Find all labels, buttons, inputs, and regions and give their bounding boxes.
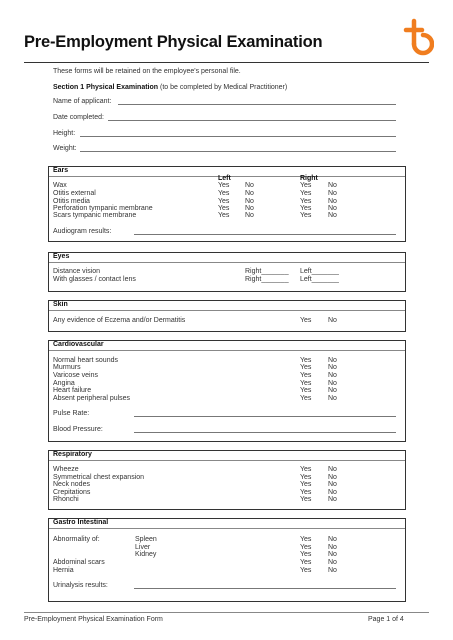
field-label: Name of applicant: [53, 98, 112, 105]
yes-option[interactable]: Yes [300, 536, 312, 543]
no-option[interactable]: No [328, 481, 337, 488]
yes-option[interactable]: Yes [218, 182, 230, 189]
section-divider [49, 310, 405, 311]
yes-option[interactable]: Yes [300, 317, 312, 324]
right-eye-field[interactable]: Right_______ [245, 276, 289, 283]
yes-option[interactable]: Yes [300, 190, 312, 197]
section-divider [49, 350, 405, 351]
audiogram-input-line[interactable] [134, 234, 396, 235]
yes-option[interactable]: Yes [300, 205, 312, 212]
footer-divider [24, 612, 429, 613]
yes-option[interactable]: Yes [300, 198, 312, 205]
section-heading: Cardiovascular [53, 341, 104, 348]
yes-option[interactable]: Yes [218, 190, 230, 197]
section-divider [49, 528, 405, 529]
list-item: Absent peripheral pulses [53, 395, 131, 402]
no-option[interactable]: No [328, 474, 337, 481]
height-input-line[interactable] [80, 136, 396, 137]
right-eye-field[interactable]: Right_______ [245, 268, 289, 275]
no-option[interactable]: No [245, 212, 254, 219]
abnormality-label: Abnormality of: [53, 536, 100, 543]
urinalysis-input-line[interactable] [134, 588, 396, 589]
page-title: Pre-Employment Physical Examination [24, 33, 323, 51]
section-heading: Gastro Intestinal [53, 519, 109, 526]
no-option[interactable]: No [245, 198, 254, 205]
weight-input-line[interactable] [80, 151, 396, 152]
left-eye-field[interactable]: Left_______ [300, 268, 339, 275]
list-item: Wax [53, 182, 67, 189]
list-item: Angina [53, 380, 75, 387]
yes-option[interactable]: Yes [300, 489, 312, 496]
brand-logo [400, 18, 434, 60]
list-item: Kidney [135, 551, 157, 558]
yes-option[interactable]: Yes [300, 496, 312, 503]
no-option[interactable]: No [328, 551, 337, 558]
no-option[interactable]: No [328, 380, 337, 387]
pulse-rate-label: Pulse Rate: [53, 410, 90, 417]
no-option[interactable]: No [328, 317, 337, 324]
list-item: Spleen [135, 536, 157, 543]
yes-option[interactable]: Yes [300, 559, 312, 566]
section-heading: Ears [53, 167, 69, 174]
list-item: Symmetrical chest expansion [53, 474, 145, 481]
no-option[interactable]: No [328, 372, 337, 379]
no-option[interactable]: No [328, 496, 337, 503]
blood-pressure-label: Blood Pressure: [53, 426, 103, 433]
yes-option[interactable]: Yes [300, 551, 312, 558]
no-option[interactable]: No [328, 364, 337, 371]
audiogram-label: Audiogram results: [53, 228, 112, 235]
field-label: Height: [53, 130, 76, 137]
yes-option[interactable]: Yes [300, 372, 312, 379]
date-input-line[interactable] [108, 120, 396, 121]
skin-section [48, 300, 406, 332]
no-option[interactable]: No [328, 544, 337, 551]
yes-option[interactable]: Yes [218, 212, 230, 219]
list-item: Normal heart sounds [53, 357, 118, 364]
yes-option[interactable]: Yes [218, 205, 230, 212]
section-heading: Eyes [53, 253, 70, 260]
section-heading: Respiratory [53, 451, 92, 458]
no-option[interactable]: No [328, 387, 337, 394]
no-option[interactable]: No [245, 182, 254, 189]
column-right-header: Right [300, 175, 318, 182]
yes-option[interactable]: Yes [300, 567, 312, 574]
no-option[interactable]: No [328, 536, 337, 543]
no-option[interactable]: No [328, 567, 337, 574]
no-option[interactable]: No [328, 205, 337, 212]
yes-option[interactable]: Yes [300, 481, 312, 488]
yes-option[interactable]: Yes [300, 380, 312, 387]
no-option[interactable]: No [328, 357, 337, 364]
list-item: Any evidence of Eczema and/or Dermatitis [53, 317, 186, 324]
section1-heading: Section 1 Physical Examination (to be completed by Medical Practitioner) [53, 84, 288, 91]
urinalysis-label: Urinalysis results: [53, 582, 108, 589]
yes-option[interactable]: Yes [300, 212, 312, 219]
name-input-line[interactable] [118, 104, 396, 105]
no-option[interactable]: No [328, 559, 337, 566]
list-item: Heart failure [53, 387, 92, 394]
field-label: Weight: [53, 145, 77, 152]
page-number: Page 1 of 4 [368, 616, 404, 623]
list-item: Liver [135, 544, 151, 551]
no-option[interactable]: No [328, 395, 337, 402]
no-option[interactable]: No [245, 205, 254, 212]
title-divider [24, 62, 429, 63]
footer-title: Pre-Employment Physical Examination Form [24, 616, 163, 623]
list-item: Rhonchi [53, 496, 79, 503]
list-item: Crepitations [53, 489, 91, 496]
section-divider [49, 262, 405, 263]
yes-option[interactable]: Yes [300, 387, 312, 394]
no-option[interactable]: No [328, 489, 337, 496]
section-heading: Skin [53, 301, 68, 308]
blood-pressure-input-line[interactable] [134, 432, 396, 433]
list-item: Neck nodes [53, 481, 90, 488]
yes-option[interactable]: Yes [300, 466, 312, 473]
eyes-section [48, 252, 406, 292]
list-item: Perforation tympanic membrane [53, 205, 153, 212]
list-item: Scars tympanic membrane [53, 212, 137, 219]
yes-option[interactable]: Yes [218, 198, 230, 205]
no-option[interactable]: No [328, 198, 337, 205]
list-item: Murmurs [53, 364, 81, 371]
section-divider [49, 460, 405, 461]
list-item: Varicose veins [53, 372, 99, 379]
yes-option[interactable]: Yes [300, 544, 312, 551]
list-item: Hernia [53, 567, 74, 574]
yes-option[interactable]: Yes [300, 395, 312, 402]
field-label: Date completed: [53, 114, 104, 121]
no-option[interactable]: No [328, 182, 337, 189]
list-item: With glasses / contact lens [53, 276, 136, 283]
yes-option[interactable]: Yes [300, 182, 312, 189]
pulse-rate-input-line[interactable] [134, 416, 396, 417]
list-item: Abdominal scars [53, 559, 105, 566]
list-item: Otitis media [53, 198, 90, 205]
no-option[interactable]: No [328, 190, 337, 197]
yes-option[interactable]: Yes [300, 364, 312, 371]
list-item: Wheeze [53, 466, 79, 473]
intro-text: These forms will be retained on the employee's personal file. [53, 68, 241, 75]
no-option[interactable]: No [328, 212, 337, 219]
column-left-header: Left [218, 175, 231, 182]
left-eye-field[interactable]: Left_______ [300, 276, 339, 283]
yes-option[interactable]: Yes [300, 474, 312, 481]
list-item: Distance vision [53, 268, 101, 275]
list-item: Otitis external [53, 190, 96, 197]
no-option[interactable]: No [328, 466, 337, 473]
no-option[interactable]: No [245, 190, 254, 197]
yes-option[interactable]: Yes [300, 357, 312, 364]
